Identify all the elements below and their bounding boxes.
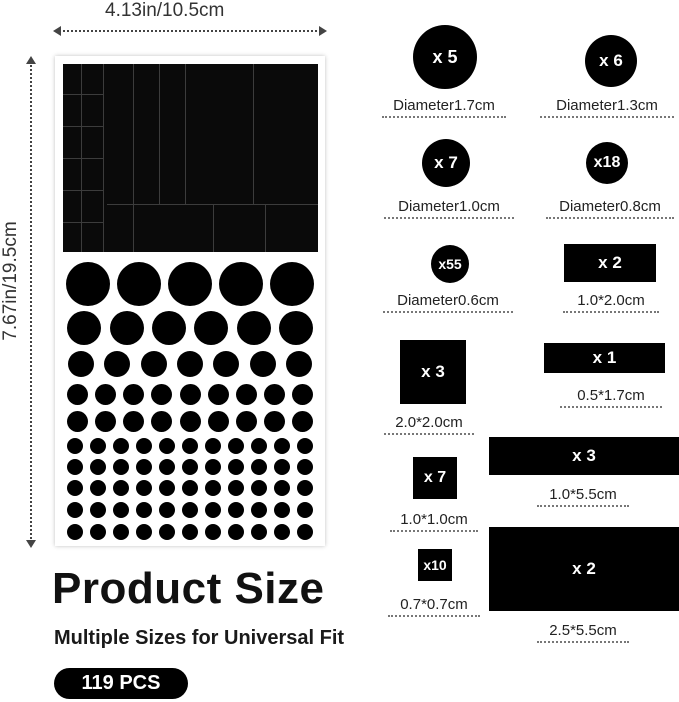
round-sticker bbox=[205, 502, 221, 518]
round-sticker bbox=[168, 262, 212, 306]
round-sticker bbox=[67, 502, 83, 518]
sticker-sheet bbox=[55, 56, 325, 546]
circle-sticker-1-0cm bbox=[422, 139, 470, 187]
round-sticker bbox=[205, 480, 221, 496]
round-sticker bbox=[67, 311, 101, 345]
round-sticker bbox=[67, 411, 88, 432]
round-sticker bbox=[274, 459, 290, 475]
round-sticker bbox=[264, 384, 285, 405]
round-sticker bbox=[110, 311, 144, 345]
round-sticker bbox=[159, 524, 175, 540]
size-caption: 1.0*2.0cm bbox=[563, 292, 659, 313]
size-caption: Diameter1.3cm bbox=[540, 97, 674, 118]
round-sticker bbox=[90, 438, 106, 454]
round-sticker bbox=[67, 438, 83, 454]
size-caption: Diameter1.0cm bbox=[384, 198, 514, 219]
round-sticker bbox=[90, 480, 106, 496]
round-sticker bbox=[104, 351, 130, 377]
round-sticker bbox=[297, 524, 313, 540]
round-sticker bbox=[182, 480, 198, 496]
round-sticker bbox=[250, 351, 276, 377]
piece-count-badge bbox=[54, 668, 188, 699]
round-sticker bbox=[67, 384, 88, 405]
round-sticker bbox=[151, 384, 172, 405]
round-sticker bbox=[67, 524, 83, 540]
round-sticker bbox=[136, 480, 152, 496]
round-sticker bbox=[292, 384, 313, 405]
count-label: x 6 bbox=[599, 51, 623, 70]
round-sticker bbox=[152, 311, 186, 345]
size-caption: Diameter1.7cm bbox=[382, 97, 506, 118]
round-sticker bbox=[180, 411, 201, 432]
round-sticker bbox=[136, 524, 152, 540]
count-label: x 2 bbox=[598, 253, 622, 272]
count-label: x 2 bbox=[572, 559, 596, 578]
height-dimension-label: 7.67in/19.5cm bbox=[0, 221, 21, 341]
square-sticker-0-7x0-7cm bbox=[418, 549, 452, 581]
round-sticker bbox=[205, 524, 221, 540]
round-sticker bbox=[141, 351, 167, 377]
round-sticker bbox=[237, 311, 271, 345]
circle-sticker-1-7cm bbox=[413, 25, 477, 89]
size-caption: 2.0*2.0cm bbox=[384, 414, 474, 435]
square-sticker-1x1cm bbox=[413, 457, 457, 499]
round-sticker bbox=[297, 459, 313, 475]
round-sticker bbox=[113, 502, 129, 518]
round-sticker bbox=[228, 524, 244, 540]
rect-sticker-1x5-5cm bbox=[489, 437, 679, 475]
circle-sticker-0-8cm bbox=[586, 142, 628, 184]
page-title: Product Size bbox=[52, 564, 325, 613]
round-sticker bbox=[205, 459, 221, 475]
round-sticker bbox=[159, 480, 175, 496]
round-sticker bbox=[213, 351, 239, 377]
round-sticker bbox=[113, 524, 129, 540]
round-sticker bbox=[182, 438, 198, 454]
size-caption: Diameter0.6cm bbox=[383, 292, 513, 313]
round-sticker bbox=[228, 438, 244, 454]
round-sticker bbox=[228, 459, 244, 475]
round-sticker bbox=[208, 411, 229, 432]
width-dimension-label: 4.13in/10.5cm bbox=[105, 0, 225, 21]
round-sticker bbox=[264, 411, 285, 432]
round-sticker bbox=[286, 351, 312, 377]
round-sticker bbox=[90, 524, 106, 540]
round-sticker bbox=[279, 311, 313, 345]
round-sticker bbox=[236, 384, 257, 405]
count-label: x 3 bbox=[572, 446, 596, 465]
round-sticker bbox=[177, 351, 203, 377]
round-sticker bbox=[66, 262, 110, 306]
count-label: x 7 bbox=[423, 469, 447, 486]
round-sticker bbox=[236, 411, 257, 432]
round-sticker bbox=[182, 502, 198, 518]
round-sticker bbox=[251, 459, 267, 475]
round-sticker bbox=[297, 480, 313, 496]
round-sticker bbox=[95, 411, 116, 432]
rect-sticker-2-5x5-5cm bbox=[489, 527, 679, 611]
round-sticker bbox=[67, 459, 83, 475]
round-sticker bbox=[113, 438, 129, 454]
round-sticker bbox=[208, 384, 229, 405]
round-sticker bbox=[274, 480, 290, 496]
count-label: x10 bbox=[423, 557, 447, 573]
round-sticker bbox=[159, 459, 175, 475]
rect-sticker-0-5x1-7cm bbox=[544, 343, 665, 373]
round-sticker bbox=[113, 480, 129, 496]
rect-sticker-1x2cm bbox=[564, 244, 656, 282]
round-sticker bbox=[228, 502, 244, 518]
round-sticker bbox=[117, 262, 161, 306]
square-sticker-2x2cm bbox=[400, 340, 466, 404]
height-dimension-arrow bbox=[30, 58, 32, 546]
round-sticker bbox=[270, 262, 314, 306]
round-sticker bbox=[95, 384, 116, 405]
round-sticker bbox=[123, 384, 144, 405]
size-caption: 0.7*0.7cm bbox=[388, 596, 480, 617]
size-caption: 2.5*5.5cm bbox=[537, 622, 629, 643]
count-label: x 5 bbox=[432, 46, 458, 67]
round-sticker bbox=[251, 438, 267, 454]
round-sticker bbox=[113, 459, 129, 475]
round-sticker bbox=[90, 459, 106, 475]
round-sticker bbox=[67, 480, 83, 496]
round-sticker bbox=[136, 502, 152, 518]
round-sticker bbox=[68, 351, 94, 377]
round-sticker bbox=[136, 459, 152, 475]
round-sticker bbox=[151, 411, 172, 432]
round-sticker bbox=[159, 438, 175, 454]
size-caption: 1.0*1.0cm bbox=[390, 511, 478, 532]
round-sticker bbox=[228, 480, 244, 496]
round-sticker bbox=[182, 459, 198, 475]
round-sticker bbox=[292, 411, 313, 432]
size-caption: Diameter0.8cm bbox=[546, 198, 674, 219]
size-caption: 0.5*1.7cm bbox=[560, 387, 662, 408]
round-sticker bbox=[274, 524, 290, 540]
count-label: x 3 bbox=[421, 362, 445, 381]
round-sticker bbox=[159, 502, 175, 518]
round-stickers bbox=[55, 56, 325, 546]
round-sticker bbox=[180, 384, 201, 405]
round-sticker bbox=[251, 480, 267, 496]
round-sticker bbox=[274, 438, 290, 454]
page-subtitle: Multiple Sizes for Universal Fit bbox=[54, 627, 345, 649]
count-label: x18 bbox=[593, 154, 621, 171]
round-sticker bbox=[194, 311, 228, 345]
piece-count-label: 119 PCS bbox=[81, 672, 161, 694]
width-dimension-arrow bbox=[55, 30, 325, 32]
count-label: x 7 bbox=[434, 153, 458, 172]
count-label: x 1 bbox=[592, 348, 617, 367]
round-sticker bbox=[251, 524, 267, 540]
size-caption: 1.0*5.5cm bbox=[537, 486, 629, 507]
round-sticker bbox=[219, 262, 263, 306]
round-sticker bbox=[136, 438, 152, 454]
round-sticker bbox=[297, 502, 313, 518]
round-sticker bbox=[297, 438, 313, 454]
round-sticker bbox=[90, 502, 106, 518]
round-sticker bbox=[251, 502, 267, 518]
round-sticker bbox=[123, 411, 144, 432]
circle-sticker-1-3cm bbox=[585, 35, 637, 87]
count-label: x55 bbox=[438, 256, 462, 272]
round-sticker bbox=[182, 524, 198, 540]
round-sticker bbox=[274, 502, 290, 518]
circle-sticker-0-6cm bbox=[431, 245, 469, 283]
round-sticker bbox=[205, 438, 221, 454]
